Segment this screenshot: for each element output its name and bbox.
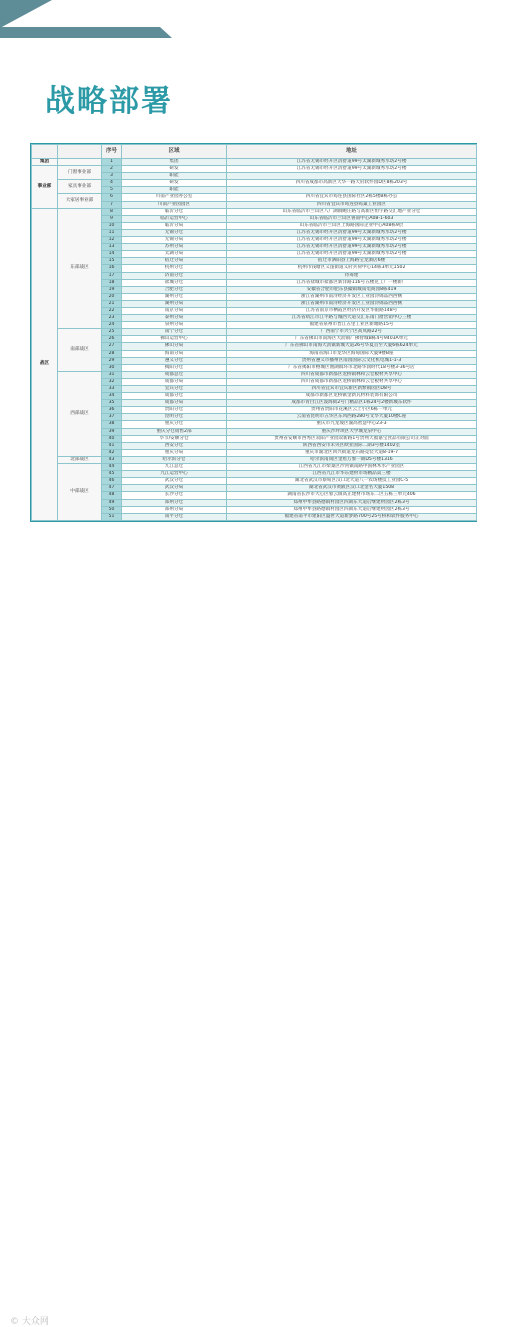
row-number: 47 (102, 485, 122, 492)
region-name: 职能 (122, 173, 227, 180)
address-cell: 郑州中牟县路德镇村园区四期东大道后继建材园区2栋3号 (227, 506, 477, 513)
address-cell: 广东省佛山市南海区大沥镇广佛智城B栋4号9403A单元 (227, 336, 477, 343)
address-cell: 成都市新都区龙桥镇金新瓦材料装饰有限公司 (227, 393, 477, 400)
row-number: 9 (102, 215, 122, 222)
row-number: 51 (102, 513, 122, 520)
region-name: 盐城分仓 (122, 279, 227, 286)
subgroup-label: 门窗事业部 (58, 166, 102, 180)
row-number: 13 (102, 244, 122, 251)
row-number: 11 (102, 229, 122, 236)
address-cell: 贵州省贵阳市花溪区云上小区6栋一单元 (227, 407, 477, 414)
region-name: 西安分仓 (122, 442, 227, 449)
row-number: 1 (102, 159, 122, 166)
row-number: 46 (102, 478, 122, 485)
row-number: 20 (102, 293, 122, 300)
row-number: 27 (102, 343, 122, 350)
row-number: 3 (102, 173, 122, 180)
region-name: 临沂分仓 (122, 208, 227, 215)
address-cell: 陕西省西安市未央区欧亚国际二期3号楼1402室 (227, 442, 477, 449)
header-no: 序号 (102, 145, 122, 159)
watermark: © 大众网 (10, 1317, 49, 1327)
table-row (32, 456, 477, 463)
address-cell: 江苏省盐城市盐都区新洋路116号五楼克工厂一楼新厂 (227, 279, 477, 286)
address-cell: 湖南省长沙市大心区蓉云镇高正建材市场东二区五栋三单元406 (227, 492, 477, 499)
address-cell: 四川省成都市新都区龙桥镇林和云仓板材共享中心 (227, 371, 477, 378)
region-name: 佛山运营中心 (122, 336, 227, 343)
banner-stripe (0, 27, 172, 38)
row-number: 15 (102, 258, 122, 265)
row-number: 35 (102, 400, 122, 407)
address-cell: 江苏省靖江市江平路与城西大道交汇东雨门窗营销中心三楼 (227, 315, 477, 322)
region-name: 成都总仓 (122, 371, 227, 378)
address-cell: 重庆沙坪坝区大学城龙泉中心 (227, 428, 477, 435)
address-cell: 广东省佛山市南海大沥镇新城大道26号华夏首至大厦6栋624单元 (227, 343, 477, 350)
region-name: 武汉分仓 (122, 478, 227, 485)
region-name: 成都分局 (122, 378, 227, 385)
address-cell: 山东省临沂市兰山区八厂湖镇鲍庄路与高新区恒宇路交汇地产业分仓 (227, 208, 477, 215)
address-cell: 江苏省无锡市经开区清舒道99号太湖新城秀水坊2号楼 (227, 244, 477, 251)
region-name: 临沂运营中心 (122, 215, 227, 222)
address-cell: 福建省南平市建阳区盛世大道新梦路700号25号桥和软件服务中心 (227, 513, 477, 520)
subgroup-label: 大家居事业部 (58, 194, 102, 208)
row-number: 37 (102, 414, 122, 421)
region-name: 哈尔滨分仓 (122, 456, 227, 463)
row-number: 26 (102, 336, 122, 343)
header-blank (32, 145, 58, 159)
region-name: 临沂分局 (122, 222, 227, 229)
region-name: 武汉分局 (122, 485, 227, 492)
address-cell: 江苏省无锡市经开区清舒道99号太湖新城秀水坊2号楼 (227, 237, 477, 244)
region-name: 川南产业园办公室 (122, 194, 227, 201)
region-name: 川南产业园园区 (122, 201, 227, 208)
table-row (32, 159, 477, 166)
address-cell: 四川省宜宾市筠连县筠巢工业园区 (227, 201, 477, 208)
address-cell: 重庆市九龙坡区渝高智慧中心23-3 (227, 421, 477, 428)
address-cell: 郑州中牟县路德镇村园区四期东大道后继建材园区2栋3号 (227, 499, 477, 506)
row-number: 16 (102, 265, 122, 272)
address-cell: 浙江省湖州市南浔经济开发区工业园浔锦品西西侧 (227, 293, 477, 300)
address-cell: 江苏省南京市栖霞区经济开发区华银路148号 (227, 307, 477, 314)
region-name: 太湖分局 (122, 251, 227, 258)
row-number: 6 (102, 194, 122, 201)
address-cell: 云南省昆明市五华区东风西路280号文华大厦10楼C座 (227, 414, 477, 421)
address-cell: 宿迁市泗阳县上海路宝龙酒店6楼 (227, 258, 477, 265)
footer (0, 646, 506, 1327)
table-row (32, 464, 477, 471)
address-cell: 成都市青白江区泼海街2号门精品区1栋24号2楼新城东软件 (227, 400, 477, 407)
region-name: 无锡分仓 (122, 229, 227, 236)
row-number: 7 (102, 201, 122, 208)
row-number: 19 (102, 286, 122, 293)
row-number: 28 (102, 350, 122, 357)
address-cell: 四川省成都市高新区天华一路天府软件园D区8栋203号 (227, 180, 477, 187)
row-number: 12 (102, 237, 122, 244)
region-name: 郑州分局 (122, 506, 227, 513)
subgroup-label: 西部战区 (58, 371, 102, 456)
row-number: 38 (102, 421, 122, 428)
subgroup-label: 南部战区 (58, 329, 102, 372)
address-cell (227, 173, 477, 180)
address-cell: 山东省临沂市兰山区上海路国际企业中心A08栋9层 (227, 222, 477, 229)
row-number: 2 (102, 166, 122, 173)
address-cell: 哈尔滨南岗区金盾万象一期D5号楼1316 (227, 456, 477, 463)
region-name: 长沙分仓 (122, 492, 227, 499)
region-name: 研发 (122, 180, 227, 187)
address-cell: 湖北省武汉市蔡甸区汉口北大道八一农场楼技工业园C-5 (227, 478, 477, 485)
region-name: 研发 (122, 166, 227, 173)
row-number: 21 (102, 300, 122, 307)
region-name: 揭阳分仓 (122, 364, 227, 371)
address-cell: 四川省宜宾市宜宾新区新繁镇园区D8号 (227, 386, 477, 393)
region-name: 泉州分局 (122, 322, 227, 329)
address-cell: 江苏省无锡市经开区清舒道99号太湖新城秀水坊2号楼 (227, 166, 477, 173)
region-name: 合肥分仓 (122, 286, 227, 293)
group-label: 战区 (32, 208, 58, 520)
row-number: 45 (102, 471, 122, 478)
address-cell: 浙江省湖州市南浔经济开发区工业园浔锦品西西侧 (227, 300, 477, 307)
region-name: 集团 (122, 159, 227, 166)
header-blank-2 (58, 145, 102, 159)
address-cell: 杭州市钱塘区义蓬街道义府兵荷中心14栋3单元1502 (227, 265, 477, 272)
address-cell: 四川省成都市新都区龙桥镇林和云仓板材共享中心 (227, 378, 477, 385)
row-number: 5 (102, 187, 122, 194)
address-cell: 待筹建 (227, 272, 477, 279)
address-cell: 广西南宁市兴宁区高岚路22号 (227, 329, 477, 336)
address-cell: 江西省九江市柴桑区沙河镇南路中国林木水产业园区 (227, 464, 477, 471)
region-name: 重庆分仓 (122, 421, 227, 428)
group-label: 集团 (32, 159, 58, 166)
row-number: 14 (102, 251, 122, 258)
row-number: 48 (102, 492, 122, 499)
region-name: 济南分仓 (122, 272, 227, 279)
row-number: 39 (102, 428, 122, 435)
header-address: 地址 (227, 145, 477, 159)
subgroup-label (58, 159, 102, 166)
row-number: 10 (102, 222, 122, 229)
header-banner (0, 0, 506, 58)
row-number: 36 (102, 407, 122, 414)
row-number: 41 (102, 442, 122, 449)
region-name: 成都分局 (122, 400, 227, 407)
table-row (32, 329, 477, 336)
table-row (32, 371, 477, 378)
address-cell: 广东省揭阳市榕城区渔湖镇环市北路华润时代18号楼3-36号店 (227, 364, 477, 371)
region-name: 重庆分局 (122, 449, 227, 456)
table-header-row (32, 145, 477, 159)
address-cell: 重庆市渝北区回兴街道龙石路竞装大道8-19-7 (227, 449, 477, 456)
address-cell: 江苏省无锡市经开区清舒道99号太湖新城秀水坊2号楼 (227, 159, 477, 166)
address-cell: 湖北省武汉市黄陂区汉口北金名大厦1508 (227, 485, 477, 492)
header-region: 区域 (122, 145, 227, 159)
row-number: 33 (102, 386, 122, 393)
region-name: 宜宾分仓 (122, 386, 227, 393)
row-number: 24 (102, 322, 122, 329)
region-name: 无锡分局 (122, 237, 227, 244)
address-cell: 江苏省无锡市经开区清舒道99号太湖新城秀水坊2号楼 (227, 229, 477, 236)
address-cell: 贵州省安顺市西秀区双阳产业园双新路1号贵州天福嘉宝食品有限公司正对面 (227, 435, 477, 442)
address-cell: 江苏省无锡市经开区清舒道99号太湖新城秀水坊2号楼 (227, 251, 477, 258)
region-name: 毕节/安顺分仓 (122, 435, 227, 442)
row-number: 4 (102, 180, 122, 187)
table-row (32, 208, 477, 215)
region-name: 九江运营中心 (122, 471, 227, 478)
region-name: 昆明分仓 (122, 414, 227, 421)
region-name: 泰州分局 (122, 315, 227, 322)
address-cell: 贵州省遵义市播州区南园国际云文化机电城1-1-3 (227, 357, 477, 364)
region-name: 成都分仓 (122, 393, 227, 400)
region-name: 郑州分仓 (122, 499, 227, 506)
banner-wedge (0, 0, 52, 28)
region-name: 南宁分仓 (122, 329, 227, 336)
row-number: 29 (102, 357, 122, 364)
region-name: 海南分局 (122, 350, 227, 357)
deployment-table-container (30, 143, 477, 522)
row-number: 43 (102, 456, 122, 463)
subgroup-label: 中部战区 (58, 464, 102, 521)
page-title: 战略部署 (45, 84, 173, 119)
region-name: 宿迁分局 (122, 258, 227, 265)
region-name: 南京分局 (122, 307, 227, 314)
row-number: 30 (102, 364, 122, 371)
deployment-table (31, 144, 477, 521)
table-row (32, 166, 477, 173)
row-number: 17 (102, 272, 122, 279)
table-row (32, 194, 477, 201)
table-body (32, 159, 477, 521)
region-name: 重庆分仓销售2部 (122, 428, 227, 435)
row-number: 8 (102, 208, 122, 215)
row-number: 44 (102, 464, 122, 471)
region-name: 佛山分局 (122, 343, 227, 350)
row-number: 22 (102, 307, 122, 314)
region-name: 苏州分局 (122, 244, 227, 251)
row-number: 42 (102, 449, 122, 456)
row-number: 25 (102, 329, 122, 336)
subgroup-label: 北部战区 (58, 456, 102, 463)
region-name: 湖州分仓 (122, 293, 227, 300)
region-name: 贵阳分仓 (122, 407, 227, 414)
address-cell: 安徽省合肥市肥东县撮镇城南电商园8栋419 (227, 286, 477, 293)
region-name: 南平分仓 (122, 513, 227, 520)
region-name: 湖州分局 (122, 300, 227, 307)
table-row (32, 180, 477, 187)
row-number: 23 (102, 315, 122, 322)
address-cell: 海南省海口市龙华区海甸国际大厦9楼B座 (227, 350, 477, 357)
address-cell (227, 187, 477, 194)
region-name: 九江总仓 (122, 464, 227, 471)
row-number: 31 (102, 371, 122, 378)
row-number: 50 (102, 506, 122, 513)
group-label: 事业部 (32, 166, 58, 209)
address-cell: 四川省宜宾市筠连县国际社区2栋5楼B栋办公 (227, 194, 477, 201)
region-name: 杭州分仓 (122, 265, 227, 272)
row-number: 49 (102, 499, 122, 506)
subgroup-label: 家具事业部 (58, 180, 102, 194)
row-number: 32 (102, 378, 122, 385)
row-number: 34 (102, 393, 122, 400)
region-name: 职能 (122, 187, 227, 194)
subgroup-label: 东部战区 (58, 208, 102, 329)
address-cell: 江西省九江市华东建材市场精品第三楼 (227, 471, 477, 478)
row-number: 18 (102, 279, 122, 286)
region-name: 遵义分仓 (122, 357, 227, 364)
address-cell: 山东省临沂市兰山区鲁南中心A08-1-603 (227, 215, 477, 222)
row-number: 40 (102, 435, 122, 442)
address-cell: 福建省泉州市晋江五里工业区新塘路15号 (227, 322, 477, 329)
